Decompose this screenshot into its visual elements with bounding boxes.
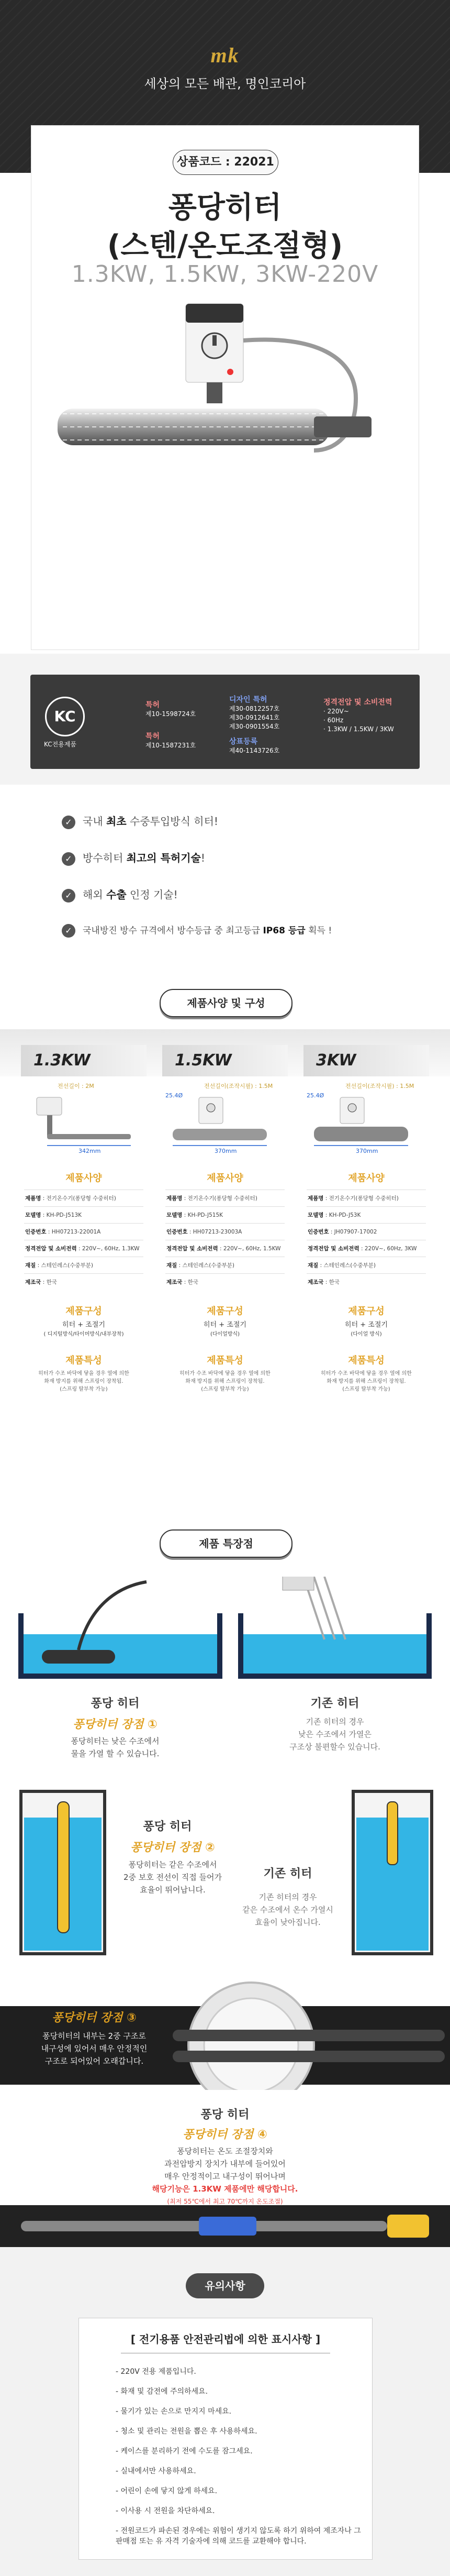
patent-2: 특허 제10-1587231호 [145, 732, 196, 749]
heater-product-image [42, 293, 408, 482]
trademark: 상표등록 제40-1143726호 [229, 737, 280, 754]
point1-label: 퐁당 히터 [91, 1697, 140, 1710]
rating-info: 정격전압 및 소비전력 · 220V~ · 60Hz · 1.3KW / 1.5KW / 3KW [323, 698, 394, 733]
point2-label: 퐁당 히터 [143, 1820, 192, 1833]
heater-image-1 [26, 1092, 141, 1150]
certification-box [30, 675, 420, 769]
spec-section-heading: 제품사양 및 구성 [160, 989, 292, 1017]
point4-illustration [0, 2205, 450, 2247]
point1-illustration [10, 1577, 440, 1687]
notice-item: - 실내에서만 사용하세요. [116, 2467, 196, 2475]
notice-item: - 이사용 시 전원을 차단하세요. [116, 2507, 215, 2515]
heater-image-2 [167, 1092, 283, 1150]
point1-other-label: 기존 히터 [310, 1697, 359, 1710]
feature-item: ✓ 국내 최초 수중투입방식 히터! [62, 813, 218, 834]
notice-item: - 220V 전용 제품입니다. [116, 2368, 196, 2376]
notice-title: [ 전기용품 안전관리법에 의한 표시사항 ] [130, 2333, 321, 2346]
model-name: 1.5KW [162, 1045, 288, 1076]
point4-label: 퐁당 히터 [200, 2108, 250, 2121]
product-spec-line: 1.3KW, 1.5KW, 3KW-220V [71, 261, 379, 288]
heater-image-3 [309, 1092, 424, 1150]
point2-desc: 퐁당히터는 같은 수조에서 2중 보호 전선이 직접 들어가 효율이 뛰어납니다. [123, 1860, 222, 1895]
point2-other-label: 기존 히터 [263, 1867, 312, 1880]
kc-mark-icon: KC [45, 697, 85, 736]
model-name: 1.3KW [21, 1045, 147, 1076]
spec-column-3: 3KW 전선길이(조작시필) : 1.5M 25.4Ø 370mm 제품사양 제품명 : 전기온수기(퐁당형 수중히터) 모델명 : KH-PD-J53K 인증번호 : JH07907-17002 정격전압 및 소비전력 : 220V~, 60Hz, 3KW 재질 : 스테인레스(수중부분) 제조국 : 한국 제품구성 히터 + 조절기 (다이얼 방식) 제품특성 히터가 수조 바닥에 닿을 경우 열에 의한 화재 방지를 위해 스프링이 장착됨. (스프링 탈부착 가능) [303, 1045, 429, 1490]
spec-table-3: 제품사양 제품명 : 전기온수기(퐁당형 수중히터) 모델명 : KH-PD-J53K 인증번호 : JH07907-17002 정격전압 및 소비전력 : 220V~, 60Hz, 3KW 재질 : 스테인레스(수중부분) 제조국 : 한국 제품구성 히터 + 조절기 (다이얼 방식) 제품특성 히터가 수조 바닥에 닿을 경우 열에 의한 화재 방지를 위해 스프링이 장착됨. (스프링 탈부착 가능) [307, 1171, 426, 1393]
point1-other-desc: 기존 히터의 경우 낮은 수조에서 가열은 구조상 불편할수 있습니다. [289, 1717, 380, 1752]
point4-title: 퐁당히터 장점 ④ [183, 2128, 267, 2141]
notice-item: - 청소 및 관리는 전원을 뽑은 후 사용하세요. [116, 2427, 257, 2436]
notice-item: - 물기가 있는 손으로 만지지 마세요. [116, 2407, 232, 2416]
notice-item: - 전원코드가 파손된 경우에는 위험이 생기지 않도록 하기 위하여 제조자나 그 판매점 또는 유 자격 기술자에 의해 코드를 교환해야 합니다. [116, 2527, 361, 2546]
product-title: 퐁당히터 [168, 191, 282, 225]
spec-column-1: 1.3KW 전선길이 : 2M 342mm 제품사양 제품명 : 전기온수기(퐁당형 수중히터) 모델명 : KH-PD-J513K 인증번호 : HH07213-22001A 정격전압 및 소비전력 : 220V~, 60Hz, 1.3KW 재질 : 스테인레스(수중부분) 제조국 : 한국 제품구성 히터 + 조절기 ( 디지털방식/타이머방식/내부장착) 제품특성 히터가 수조 바닥에 닿을 경우 열에 의한 화재 방지를 위해 스프링이 장착됨. (스프링 탈부착 가능) [21, 1045, 147, 1490]
design-patent: 디자인 특허 제30-0812257호 제30-0912641호 제30-0901554호 [229, 696, 280, 730]
point3-title: 퐁당히터 장점 ③ [52, 2011, 137, 2024]
check-icon: ✓ [62, 816, 75, 829]
point2-title: 퐁당히터 장점 ② [130, 1841, 215, 1854]
point2-other-illustration [345, 1786, 440, 1959]
brand-slogan: 세상의 모든 배관, 명인코리아 [144, 76, 306, 91]
point2-illustration [10, 1786, 115, 1959]
certification-section [0, 654, 450, 785]
product-subtitle: (스텐/온도조절형) [107, 229, 343, 263]
feature-list [0, 801, 450, 974]
brand-logo: mk [210, 43, 240, 67]
product-code-badge: 상품코드 : 22021 [173, 150, 278, 175]
feature-item: ✓ 국내방진 방수 규격에서 방수등급 중 최고등급 IP68 등급 획득 ! [62, 923, 332, 944]
notice-heading: 유의사항 [186, 2273, 264, 2298]
point1-desc: 퐁당히터는 낮은 수조에서 물을 가열 할 수 있습니다. [71, 1736, 160, 1758]
feature-item: ✓ 방수히터 최고의 특허기술! [62, 850, 205, 871]
check-icon: ✓ [62, 852, 75, 866]
features-section-heading: 제품 특장점 [160, 1529, 292, 1558]
spec-table-1: 제품사양 제품명 : 전기온수기(퐁당형 수중히터) 모델명 : KH-PD-J513K 인증번호 : HH07213-22001A 정격전압 및 소비전력 : 220V~, 60Hz, 1.3KW 재질 : 스테인레스(수중부분) 제조국 : 한국 제품구성 히터 + 조절기 ( 디지털방식/타이머방식/내부장착) 제품특성 히터가 수조 바닥에 닿을 경우 열에 의한 화재 방지를 위해 스프링이 장착됨. (스프링 탈부착 가능) [24, 1171, 143, 1393]
check-icon: ✓ [62, 924, 75, 938]
notice-box [78, 2318, 373, 2560]
kc-label: KC전용제품 [44, 741, 76, 748]
notice-item: - 화재 및 감전에 주의하세요. [116, 2387, 208, 2396]
spec-table-2: 제품사양 제품명 : 전기온수기(퐁당형 수중히터) 모델명 : KH-PD-J515K 인증번호 : HH07213-23003A 정격전압 및 소비전력 : 220V~, 60Hz, 1.5KW 재질 : 스테인레스(수중부분) 제조국 : 한국 제품구성 히터 + 조절기 (다이얼방식) 제품특성 히터가 수조 바닥에 닿을 경우 열에 의한 화재 방지를 위해 스프링이 장착됨. (스프링 탈부착 가능) [165, 1171, 285, 1393]
notice-section [0, 2247, 450, 2576]
point2-other-desc: 기존 히터의 경우 같은 수조에서 온수 가열시 효율이 낮아집니다. [242, 1892, 333, 1927]
notice-item: - 어린이 손에 닿지 않게 하세요. [116, 2487, 218, 2495]
check-icon: ✓ [62, 889, 75, 902]
spec-column-2: 1.5KW 전선길이(조작시필) : 1.5M 25.4Ø 370mm 제품사양 제품명 : 전기온수기(퐁당형 수중히터) 모델명 : KH-PD-J515K 인증번호 : HH07213-23003A 정격전압 및 소비전력 : 220V~, 60Hz, 1.5KW 재질 : 스테인레스(수중부분) 제조국 : 한국 제품구성 히터 + 조절기 (다이얼방식) 제품특성 히터가 수조 바닥에 닿을 경우 열에 의한 화재 방지를 위해 스프링이 장착됨. (스프링 탈부착 가능) [162, 1045, 288, 1490]
notice-item: - 케이스를 분리하기 전에 수도를 잠그세요. [116, 2447, 253, 2456]
model-name: 3KW [303, 1045, 429, 1076]
point1-title: 퐁당히터 장점 ① [73, 1718, 158, 1731]
point4-desc: 퐁당히터는 온도 조절장치와 과전압방지 장치가 내부에 들어있어 매우 안정적이고 내구성이 뛰어나며 해당기능은 1.3KW 제품에만 해당합니다. (최저 55℃에서 최고 70℃까지 온도조절) [152, 2146, 298, 2205]
feature-item: ✓ 해외 수출 인정 기술! [62, 886, 178, 907]
point3-desc: 퐁당히터의 내부는 2중 구조로 내구성에 있어서 매우 안정적인 구조로 되어있어 오래갑니다. [41, 2031, 148, 2066]
patent-1: 특허 제10-1598724호 [145, 701, 196, 718]
